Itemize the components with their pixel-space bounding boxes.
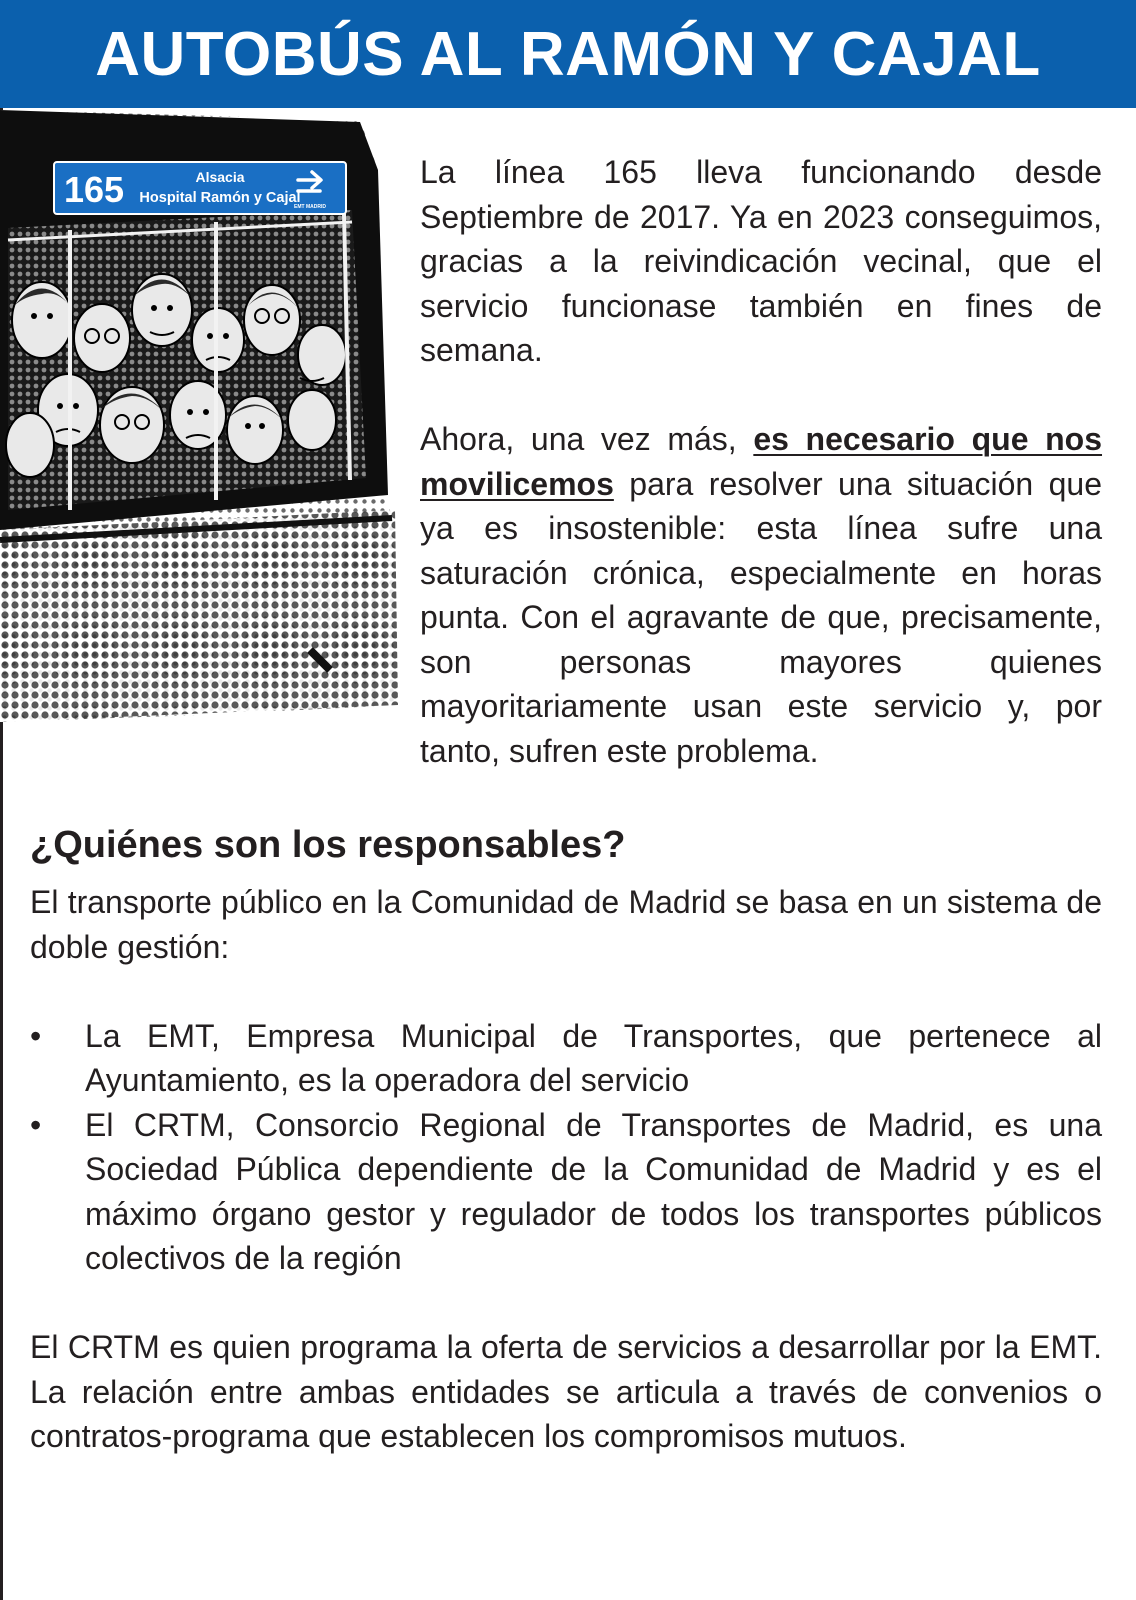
bullet-marker: •: [30, 1106, 42, 1143]
list-item: [30, 1103, 1102, 1281]
intro-paragraph-2: [420, 417, 1102, 773]
intro-paragraph-1: La línea 165 lleva funcionando desde Septiembre de 2017. Ya en 2023 conseguimos, gracias a la reivindicación vecinal, que el servicio funcionase también en fines de semana.: [420, 154, 1102, 368]
intro-paragraph-2-start: Ahora, una vez más,: [420, 421, 754, 457]
section-closing: El CRTM es quien programa la oferta de servicios a desarrollar por la EMT. La relación entre ambas entidades se articula a través de convenios o contratos-programa que establecen los compromisos mutuos.: [30, 1329, 1102, 1454]
crowded-bus-illustration: [0, 110, 402, 740]
route-sign: [54, 162, 346, 214]
intro-paragraph-2-end: para resolver una situación que ya es insostenible: esta línea sufre una saturación crónica, especialmente en horas punta. Con el agravante de que, precisamente, son personas mayores quienes mayoritariamente usan este servicio y, por tanto, sufren este problema.: [420, 465, 1102, 769]
route-number: 165: [64, 169, 125, 210]
page-title: AUTOBÚS AL RAMÓN Y CAJAL: [95, 19, 1041, 89]
responsables-section: [30, 820, 1102, 1459]
emt-brand-text: EMT MADRID: [294, 204, 326, 210]
bullet-marker: •: [30, 1017, 42, 1054]
route-destination-top: Alsacia: [195, 169, 245, 185]
intro-text: [420, 150, 1102, 773]
call-to-action-emphasis: es necesario que nos movilicemos: [420, 421, 1103, 502]
route-destination-bottom: Hospital Ramón y Cajal: [139, 190, 301, 206]
list-item: [30, 1014, 1102, 1103]
list-item-text: La EMT, Empresa Municipal de Transportes, que pertenece al Ayuntamiento, es la operadora del servicio: [85, 1017, 1102, 1098]
bullet-list: [30, 1014, 1102, 1281]
section-intro: El transporte público en la Comunidad de Madrid se basa en un sistema de doble gestión:: [30, 884, 1102, 965]
list-item-text: El CRTM, Consorcio Regional de Transportes de Madrid, es una Sociedad Pública dependiente de la Comunidad de Madrid y es el máximo órgano gestor y regulador de todos los transportes públicos colectivos de la región: [85, 1106, 1102, 1276]
section-heading: ¿Quiénes son los responsables?: [30, 824, 626, 866]
page-header: [0, 0, 1136, 108]
